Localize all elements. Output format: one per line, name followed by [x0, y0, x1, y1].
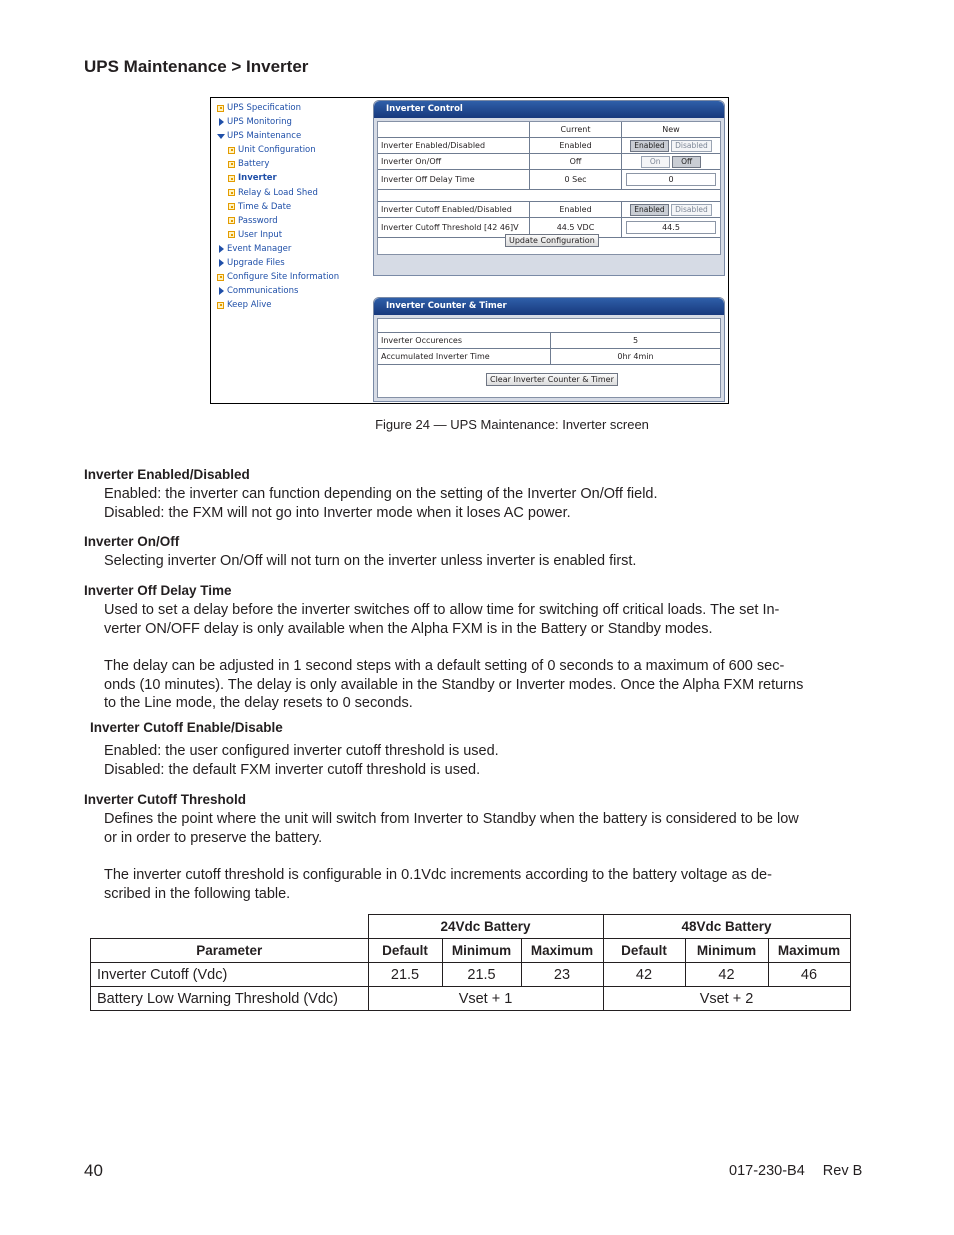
box-icon — [228, 189, 235, 196]
table-row — [91, 987, 851, 1011]
enabled-option[interactable]: Enabled — [630, 140, 668, 152]
disabled-option[interactable]: Disabled — [671, 140, 712, 152]
page-title: UPS Maintenance > Inverter — [84, 57, 309, 76]
column-header: Maximum — [521, 939, 603, 963]
sidebar-item[interactable] — [217, 129, 367, 143]
row-label: Inverter On/Off — [378, 154, 530, 170]
paragraph: Enabled: the inverter can function depending on the setting of the Inverter On/Off field. Disabled: the FXM will not go into Inverter mode when it loses AC power. — [104, 486, 658, 521]
value-cell: 46 — [768, 963, 850, 987]
page-number: 40 — [84, 1161, 103, 1180]
col-current: Current — [530, 122, 622, 138]
box-icon — [228, 231, 235, 238]
column-header: Parameter — [91, 939, 369, 963]
blank-header — [378, 122, 530, 138]
paragraph: The delay can be adjusted in 1 second steps with a default setting of 0 seconds to a maximum of 600 sec- onds (10 minutes). The delay is only available in the Standby or Inverter modes. Once the Alpha FXM returns to the Line mode, the delay resets to 0 seconds. — [104, 658, 804, 711]
paragraph: Selecting inverter On/Off will not turn on the inverter unless inverter is enabled first. — [104, 553, 637, 569]
arrow-right-icon — [219, 118, 224, 126]
sidebar-item[interactable] — [217, 242, 367, 256]
document-id: 017-230-B4 Rev B — [729, 1163, 863, 1179]
row-label: Accumulated Inverter Time — [378, 349, 551, 365]
current-value: Enabled — [530, 138, 622, 154]
sidebar-item-label: Event Manager — [227, 243, 292, 254]
sidebar-item[interactable] — [217, 214, 367, 228]
blank-cell — [91, 915, 369, 939]
cutoff-disabled-option[interactable]: Disabled — [671, 204, 712, 216]
sidebar-item-label: Unit Configuration — [238, 145, 316, 156]
spacer-row — [378, 190, 720, 202]
paragraph: Defines the point where the unit will switch from Inverter to Standby when the battery is considered to be low or in order to preserve the battery. — [104, 811, 799, 846]
sidebar-item[interactable] — [217, 186, 367, 200]
box-icon — [217, 105, 224, 112]
value-cell: 23 — [521, 963, 603, 987]
occurrences-value: 5 — [551, 333, 721, 349]
box-icon — [228, 161, 235, 168]
sidebar-item-label: User Input — [238, 229, 283, 240]
sidebar-item[interactable] — [217, 200, 367, 214]
row-label: Inverter Occurences — [378, 333, 551, 349]
arrow-right-icon — [219, 245, 224, 253]
sidebar-item[interactable] — [217, 115, 367, 129]
paragraph: Enabled: the user configured inverter cutoff threshold is used. Disabled: the default FXM inverter cutoff threshold is used. — [104, 743, 499, 778]
sidebar-item[interactable] — [217, 171, 367, 185]
row-label: Inverter Cutoff Threshold [42 46]V — [378, 218, 530, 238]
panel-title: Inverter Control — [374, 101, 724, 118]
counter-timer-form — [377, 318, 721, 398]
sidebar-item-label: UPS Monitoring — [227, 117, 292, 128]
section-heading: Inverter On/Off — [84, 534, 180, 549]
group-header-24v: 24Vdc Battery — [368, 915, 603, 939]
group-header-48v: 48Vdc Battery — [603, 915, 850, 939]
sidebar-item-label: Keep Alive — [227, 300, 272, 311]
current-value: 44.5 VDC — [530, 218, 622, 238]
sidebar-item[interactable] — [217, 256, 367, 270]
column-header: Default — [368, 939, 442, 963]
inverter-control-form — [377, 121, 721, 255]
value-cell: 42 — [685, 963, 768, 987]
sidebar-item[interactable] — [217, 101, 367, 115]
box-icon — [228, 147, 235, 154]
sidebar-item[interactable] — [217, 228, 367, 242]
cutoff-spec-table — [90, 914, 851, 1011]
arrow-down-icon — [217, 134, 225, 139]
figure-caption: Figure 24 — UPS Maintenance: Inverter screen — [375, 417, 649, 432]
section-heading: Inverter Enabled/Disabled — [84, 467, 250, 482]
current-value: Off — [530, 154, 622, 170]
row-label: Inverter Cutoff Enabled/Disabled — [378, 202, 530, 218]
section-heading: Inverter Cutoff Enable/Disable — [90, 720, 283, 735]
paragraph: Used to set a delay before the inverter switches off to allow time for switching off critical loads. The set In- verter ON/OFF delay is only available when the Alpha FXM is in the Battery or Standby modes. — [104, 602, 780, 637]
sidebar-item-label: Relay & Load Shed — [238, 187, 318, 198]
current-value: 0 Sec — [530, 170, 622, 190]
clear-counter-button[interactable]: Clear Inverter Counter & Timer — [486, 373, 618, 386]
table-row — [91, 963, 851, 987]
sidebar-item-label: Inverter — [238, 173, 277, 184]
column-header: Minimum — [442, 939, 521, 963]
value-cell: 21.5 — [368, 963, 442, 987]
arrow-right-icon — [219, 259, 224, 267]
sidebar-item[interactable] — [217, 284, 367, 298]
column-header: Maximum — [768, 939, 850, 963]
box-icon — [228, 203, 235, 210]
paragraph: The inverter cutoff threshold is configurable in 0.1Vdc increments according to the battery voltage as de- scribed in the following table. — [104, 867, 772, 902]
sidebar-item-label: Upgrade Files — [227, 258, 285, 269]
value-cell: Vset + 1 — [368, 987, 603, 1011]
counter-timer-panel — [373, 297, 725, 402]
current-value: Enabled — [530, 202, 622, 218]
sidebar-item-label: Time & Date — [238, 201, 292, 212]
update-configuration-button[interactable]: Update Configuration — [505, 234, 599, 247]
sidebar-item[interactable] — [217, 143, 367, 157]
parameter-cell: Inverter Cutoff (Vdc) — [91, 963, 369, 987]
column-header: Default — [603, 939, 685, 963]
parameter-cell: Battery Low Warning Threshold (Vdc) — [91, 987, 369, 1011]
section-heading: Inverter Off Delay Time — [84, 583, 232, 598]
accumulated-value: 0hr 4min — [551, 349, 721, 365]
box-icon — [228, 217, 235, 224]
sidebar-item-label: UPS Specification — [227, 103, 302, 113]
value-cell: 21.5 — [442, 963, 521, 987]
sidebar-nav — [217, 101, 367, 312]
section-heading: Inverter Cutoff Threshold — [84, 792, 247, 807]
box-icon — [217, 302, 224, 309]
inverter-control-panel — [373, 100, 725, 276]
panel-title: Inverter Counter & Timer — [374, 298, 724, 315]
blank-header — [378, 319, 720, 333]
sidebar-item-label: Communications — [227, 286, 299, 297]
col-new: New — [622, 122, 721, 138]
on-option[interactable]: On — [641, 156, 670, 168]
sidebar-item[interactable] — [217, 298, 367, 312]
box-icon — [217, 274, 224, 281]
cutoff-enabled-option[interactable]: Enabled — [630, 204, 668, 216]
sidebar-item-label: UPS Maintenance — [227, 131, 302, 142]
arrow-right-icon — [219, 287, 224, 295]
value-cell: 42 — [603, 963, 685, 987]
value-cell: Vset + 2 — [603, 987, 850, 1011]
off-option[interactable]: Off — [672, 156, 701, 168]
sidebar-item[interactable] — [217, 270, 367, 284]
threshold-input[interactable]: 44.5 — [626, 221, 716, 234]
row-label: Inverter Off Delay Time — [378, 170, 530, 190]
sidebar-item[interactable] — [217, 157, 367, 171]
box-icon — [228, 175, 235, 182]
sidebar-item-label: Battery — [238, 159, 270, 170]
sidebar-item-label: Password — [238, 215, 278, 226]
column-header: Minimum — [685, 939, 768, 963]
inverter-screenshot — [210, 97, 729, 404]
delay-input[interactable]: 0 — [626, 173, 716, 186]
sidebar-item-label: Configure Site Information — [227, 272, 340, 283]
row-label: Inverter Enabled/Disabled — [378, 138, 530, 154]
